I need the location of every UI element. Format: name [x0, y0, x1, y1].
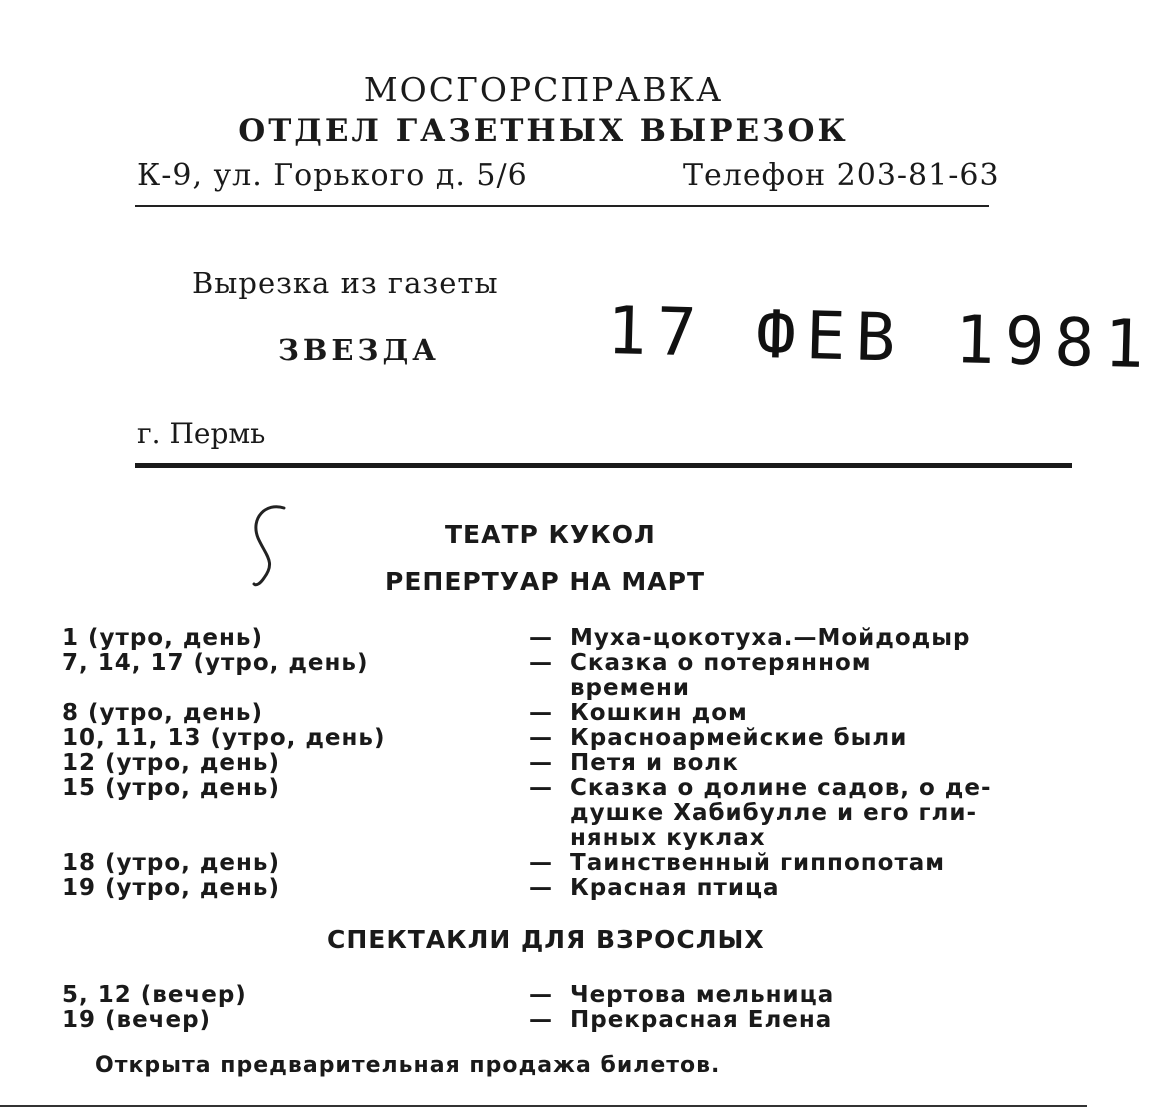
schedule-dash: —: [529, 875, 552, 901]
schedule-date: 18 (утро, день): [62, 850, 280, 876]
schedule-dash: —: [529, 850, 552, 876]
schedule-row: [0, 775, 1087, 801]
schedule-date: 8 (утро, день): [62, 700, 263, 726]
schedule-date: 10, 11, 13 (утро, день): [62, 725, 386, 751]
schedule-title: времени: [570, 675, 691, 701]
schedule-dash: —: [529, 750, 552, 776]
schedule-title: Чертова мельница: [570, 982, 835, 1008]
schedule-dash: —: [529, 625, 552, 651]
newspaper-city: г. Пермь: [137, 417, 266, 450]
schedule-date: 19 (вечер): [62, 1007, 212, 1033]
ticket-sale-note: Открыта предварительная продажа билетов.: [95, 1053, 721, 1078]
schedule-title: Сказка о потерянном: [570, 650, 872, 676]
schedule-title: Прекрасная Елена: [570, 1007, 833, 1033]
schedule-date: 19 (утро, день): [62, 875, 280, 901]
schedule-row: [0, 825, 1087, 851]
adult-schedule-row: [0, 1007, 1087, 1033]
schedule-title: Муха-цокотуха.—Мойдодыр: [570, 625, 971, 651]
bottom-divider: [0, 1105, 1087, 1107]
bureau-phone: Телефон 203-81-63: [683, 158, 1000, 193]
schedule-row: [0, 700, 1087, 726]
schedule-row: [0, 675, 1087, 701]
schedule-title: Красная птица: [570, 875, 780, 901]
schedule-row: [0, 650, 1087, 676]
schedule-title: Таинственный гиппопотам: [570, 850, 946, 876]
schedule-title: Кошкин дом: [570, 700, 748, 726]
header-divider: [135, 205, 989, 207]
schedule-dash: —: [529, 650, 552, 676]
bureau-name: МОСГОРСПРАВКА: [363, 70, 724, 109]
schedule-dash: —: [529, 725, 552, 751]
bureau-address: К-9, ул. Горького д. 5/6: [137, 158, 528, 193]
adult-schedule-row: [0, 982, 1087, 1008]
schedule-row: [0, 725, 1087, 751]
schedule-row: [0, 875, 1087, 901]
schedule-dash: —: [529, 982, 552, 1008]
schedule-date: 5, 12 (вечер): [62, 982, 247, 1008]
date-stamp: 17 ФЕВ 1981: [605, 292, 1155, 384]
theatre-name: ТЕАТР КУКОЛ: [445, 520, 656, 549]
schedule-date: 12 (утро, день): [62, 750, 280, 776]
repertoire-title: РЕПЕРТУАР НА МАРТ: [385, 567, 706, 596]
newspaper-name: ЗВЕЗДА: [278, 333, 440, 367]
schedule-row: [0, 800, 1087, 826]
schedule-dash: —: [529, 1007, 552, 1033]
schedule-dash: —: [529, 700, 552, 726]
schedule-date: 15 (утро, день): [62, 775, 280, 801]
clipping-source-label: Вырезка из газеты: [192, 266, 499, 300]
schedule-title: душке Хабибулле и его гли-: [570, 800, 978, 826]
schedule-row: [0, 625, 1087, 651]
schedule-title: Красноармейские были: [570, 725, 908, 751]
schedule-row: [0, 850, 1087, 876]
schedule-title: Петя и волк: [570, 750, 739, 776]
clipping-divider: [135, 463, 1072, 468]
schedule-title: Сказка о долине садов, о де-: [570, 775, 992, 801]
adult-section-title: СПЕКТАКЛИ ДЛЯ ВЗРОСЛЫХ: [327, 925, 765, 954]
schedule-date: 1 (утро, день): [62, 625, 263, 651]
department-name: ОТДЕЛ ГАЗЕТНЫХ ВЫРЕЗОК: [238, 113, 849, 149]
schedule-title: няных куклах: [570, 825, 766, 851]
schedule-date: 7, 14, 17 (утро, день): [62, 650, 369, 676]
handwritten-mark-icon: [236, 500, 296, 590]
schedule-dash: —: [529, 775, 552, 801]
schedule-row: [0, 750, 1087, 776]
